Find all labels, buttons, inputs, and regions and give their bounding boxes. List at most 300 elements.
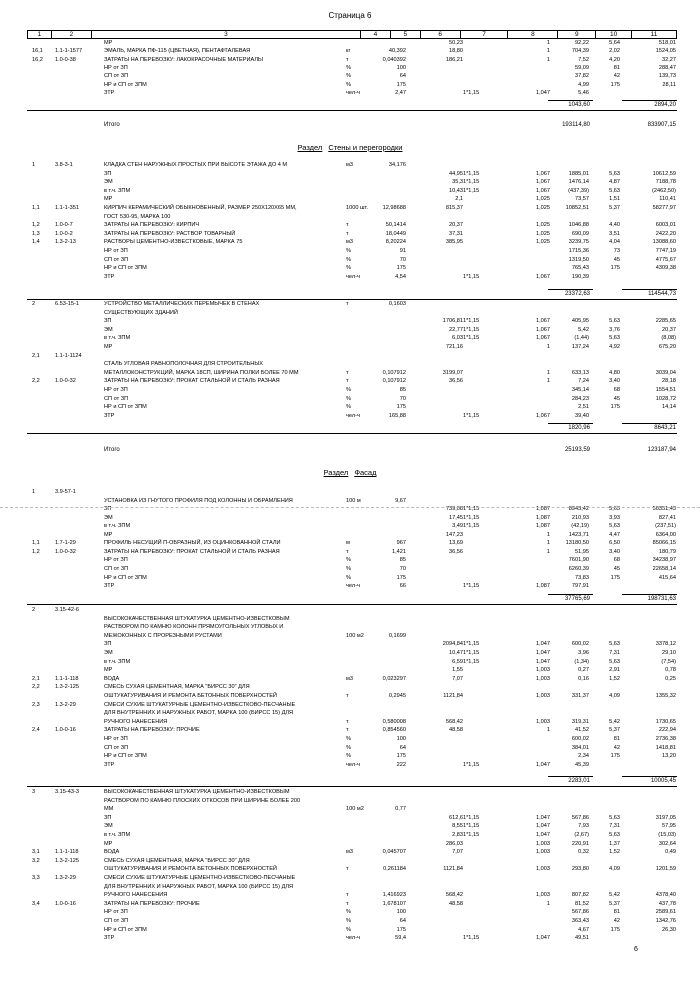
item-index: 3,51 [609,230,620,237]
item-quantity: 0,2945 [388,693,406,699]
item-unit: т [346,548,349,555]
item-total-current: 2285,65 [655,318,676,325]
item-name: МЕЖОКОННЫХ С ПРОРЕЗНЫМИ РУСТАМИ [104,632,222,639]
item-coefficient: 1*1,15 [463,823,480,830]
item-total-base: (42,19) [571,523,589,530]
item-quantity: 70 [399,395,406,402]
column-header-6: 6 [421,31,461,38]
item-index: 4,09 [609,866,620,873]
item-name: НР и СП от ЗПМ [104,265,147,272]
item-index: 42 [613,73,620,80]
item-index: 1,52 [609,849,620,856]
item-number: 1,2 [32,222,40,229]
item-name: СП от ЗП [104,918,129,924]
item-unit: м3 [346,162,353,168]
item-number: 2,2 [32,378,40,385]
item-total-current: 415,64 [658,574,676,581]
item-name: КИРПИЧ КЕРАМИЧЕСКИЙ ОБЫКНОВЕННЫЙ, РАЗМЕР 250Х120Х65 ММ, [104,205,297,211]
item-total-base: 45,39 [575,761,589,768]
section-name: Фасад [354,468,377,477]
item-total-base: 41,52 [575,727,589,734]
item-k-factor: 1,003 [536,675,550,682]
item-k-factor: 1,067 [536,326,550,333]
item-k-factor: 1 [546,48,550,55]
item-unit: м3 [346,849,353,856]
item-coefficient: 1*1,15 [463,318,480,325]
item-number: 3,3 [32,875,40,881]
item-code: 1.1-1-351 [55,205,79,211]
item-unit: 1000 шт. [346,205,368,211]
item-total-current: 29,10 [662,650,676,656]
item-quantity: 2,47 [395,89,406,96]
item-total-base: 0,16 [578,675,589,682]
item-quantity: 40,392 [388,48,406,55]
section-heading [0,143,700,152]
item-quantity: 1,421 [392,548,406,555]
item-unit-price: 10,43 [449,187,463,194]
item-total-current: 85066,15 [652,540,676,547]
item-total-current: 1201,59 [655,866,676,873]
item-name: ВЫСОКОКАЧЕСТВЕННАЯ ШТУКАТУРКА ЦЕМЕНТНО-ИЗВЕСТКОВЫМ [104,789,290,795]
item-index: 45 [613,395,620,402]
item-unit: м [346,540,350,547]
item-unit-price: 6,59 [452,658,463,665]
item-total-current: 1554,51 [655,387,676,393]
item-unit: % [346,574,351,581]
item-coefficient: 1*1,15 [463,273,480,280]
item-unit-price: 815,37 [445,205,463,211]
item-name: ЗАТРАТЫ НА ПЕРЕВОЗКУ: ПРОЧИЕ [104,727,200,734]
item-total-current: 13,20 [662,753,676,760]
item-index: 1,37 [609,840,620,847]
item-quantity: 0,261184 [383,866,406,873]
item-code: 3.15-43-3 [55,789,79,795]
item-number: 2,4 [32,727,40,734]
table-row [0,89,700,98]
item-total-base: 3,96 [578,650,589,656]
column-header-3: 3 [92,31,361,38]
item-k-factor: 1,003 [536,840,550,847]
item-quantity: 175 [396,81,406,88]
item-total-current: 4378,40 [655,892,676,899]
item-name: ЭМ [104,179,113,186]
item-unit: % [346,265,351,272]
item-total-base: 73,57 [575,196,589,203]
item-number: 1 [32,162,36,168]
item-total-current: 2589,61 [655,909,676,916]
table-row [0,934,700,943]
item-quantity: 64 [399,918,406,924]
item-name: СП от ЗП [104,744,129,751]
item-total-base: 10852,51 [565,205,589,211]
item-k-factor: 1 [546,900,550,907]
subtotal-current: 114544,73 [648,291,676,297]
item-name: СП от ЗП [104,395,129,402]
section-name: Стены и перегородки [328,143,403,152]
item-unit: % [346,909,351,916]
item-code: 1.3-2-29 [55,701,76,708]
item-unit: т [346,56,349,63]
item-coefficient: 1*1,15 [463,935,480,942]
item-number: 3,1 [32,849,40,856]
item-total-base: 2,51 [578,404,589,411]
item-unit-price: 48,58 [449,727,463,734]
item-quantity: 50,1414 [385,222,406,229]
item-unit-price: 18,80 [449,48,463,55]
item-total-current: 518,01 [658,40,676,46]
item-unit: % [346,81,351,88]
item-quantity: 12,98688 [382,205,406,211]
item-index: 81 [613,736,620,742]
item-name: ЭМ [104,650,113,656]
item-name: РАСТВОРОМ ПО КАМНЮ ПЛОСКИХ ОТКОСОВ ПРИ ШИРИНЕ БОЛЕЕ 200 [104,797,301,804]
item-quantity: 64 [399,73,406,80]
item-total-base: 600,02 [571,641,589,648]
item-index: 5,42 [609,892,620,899]
item-total-current: 437,78 [658,900,676,907]
item-k-factor: 1,067 [536,170,550,177]
item-index: 3,40 [609,548,620,555]
item-unit-price: 8,55 [452,823,463,830]
item-total-base: 1319,50 [568,256,589,263]
item-k-factor: 1,047 [536,814,550,821]
item-k-factor: 1,067 [536,179,550,186]
item-total-base: 405,95 [571,318,589,325]
item-unit-price: 48,58 [449,900,463,907]
item-index: 175 [610,926,620,933]
section-separator [27,604,677,605]
item-total-base: 363,43 [571,918,589,924]
item-number: 1,2 [32,548,40,555]
item-unit: м3 [346,675,353,682]
item-k-factor: 1,047 [536,832,550,838]
item-index: 2,91 [609,667,620,674]
item-number: 2,2 [32,684,40,691]
item-unit-price: 721,16 [445,344,463,350]
item-total-base: 8943,42 [568,506,589,513]
item-unit: % [346,918,351,924]
item-total-base: 7,93 [578,823,589,830]
item-unit-price: 385,95 [445,239,463,246]
item-total-base: 59,09 [575,64,589,71]
item-quantity: 18,0449 [385,230,406,237]
item-total-base: 797,91 [571,583,589,590]
item-name: НР и СП от ЗПМ [104,926,147,933]
item-name: НР от ЗП [104,909,128,916]
item-total-current: (15,03) [658,832,676,838]
item-index: 4,80 [609,369,620,376]
item-name: ЭМАЛЬ, МАРКА ПФ-115 (ЦВЕТНАЯ), ПЕНТАФТАЛЕВАЯ [104,48,251,55]
item-coefficient: 1*1,15 [463,179,480,186]
item-code: 3.15-42-6 [55,607,79,613]
item-unit-price: 1,55 [452,667,463,674]
column-header-row [27,30,677,39]
item-index: 175 [610,81,620,88]
item-total-base: 190,39 [571,273,589,280]
item-k-factor: 1,067 [536,187,550,194]
item-unit: чел-ч [346,412,360,419]
item-number: 1,1 [32,540,40,547]
item-k-factor: 1,047 [536,658,550,665]
item-unit: т [346,378,349,385]
item-total-base: 765,43 [571,265,589,272]
item-name: ЗАТРАТЫ НА ПЕРЕВОЗКУ: ПРОКАТ СТАЛЬНОЙ И СТАЛЬ РАЗНАЯ [104,548,280,555]
section-label: Раздел [323,468,349,477]
item-total-current: 20,37 [662,326,676,333]
item-unit: т [346,222,349,229]
item-unit-price: 2094,84 [442,641,463,648]
item-name: СМЕСЬ СУХАЯ ЦЕМЕНТНАЯ, МАРКА "БИРСС 30" ДЛЯ [104,684,250,691]
item-total-current: 827,41 [658,514,676,521]
item-quantity: 70 [399,565,406,572]
item-quantity: 0,107912 [382,369,406,376]
section-separator [27,786,677,787]
item-total-current: 110,41 [659,196,676,203]
item-index: 73 [613,248,620,254]
item-number: 3,4 [32,900,40,907]
item-quantity: 8,20224 [385,239,406,246]
grand-total-current: 123187,94 [647,447,676,453]
item-coefficient: 1*1,15 [463,650,480,656]
item-total-current: 675,20 [658,344,676,350]
item-code: 1.3-2-125 [55,684,79,691]
item-total-base: 3239,75 [568,239,589,246]
item-total-base: 5,42 [578,326,589,333]
item-quantity: 100 [396,736,406,742]
item-unit-price: 50,23 [449,40,463,46]
subtotal-current: 8643,21 [654,425,676,431]
item-total-base: 600,02 [571,736,589,742]
item-k-factor: 1 [546,548,550,555]
item-total-base: (2,67) [574,832,589,838]
item-coefficient: 1*1,15 [463,641,480,648]
subtotal-rule [548,289,593,290]
item-name: ЗТР [104,761,115,768]
item-unit: % [346,565,351,572]
item-index: 4,87 [609,179,620,186]
item-code: 1.0-0-2 [55,230,73,237]
item-total-base: 1715,36 [568,248,589,254]
item-name: ЗП [104,318,112,325]
item-k-factor: 1,025 [536,205,550,211]
item-unit-price: 3199,07 [442,369,463,376]
item-name: МР [104,667,113,674]
column-header-2: 2 [52,31,92,38]
subtotal-rule [548,594,593,595]
item-unit: т [346,369,349,376]
item-total-base: 7,24 [578,378,589,385]
item-index: 3,40 [609,378,620,385]
item-quantity: 0,040392 [382,56,406,63]
item-code: 1.0-0-16 [55,727,76,734]
item-name: НР от ЗП [104,387,128,393]
column-header-4: 4 [361,31,391,38]
item-unit-price: 35,3 [452,179,463,186]
item-index: 4,47 [609,531,620,538]
item-total-base: 284,23 [571,395,589,402]
item-total-base: 210,93 [571,514,589,521]
item-number: 3,2 [32,857,40,864]
item-name: НР и СП от ЗПМ [104,81,147,88]
item-name: в т.ч. ЗПМ [104,832,131,838]
item-name: ММ [104,806,114,813]
subtotal-rule [548,423,593,424]
item-total-base: 4,99 [578,81,589,88]
table-row [0,412,700,421]
item-k-factor: 1,087 [536,506,550,513]
item-coefficient: 1*1,15 [463,523,480,530]
item-total-current: 1028,72 [655,395,676,402]
item-code: 1.3-2-13 [55,239,76,246]
item-unit: т [346,900,349,907]
item-total-current: 6364,00 [655,531,676,538]
item-total-current: 7188,78 [655,179,676,186]
item-name: в т.ч. ЗПМ [104,187,131,194]
item-quantity: 100 [396,909,406,916]
item-total-base: 293,80 [571,866,589,873]
item-name: ОШТУКАТУРИВАНИЯ И РЕМОНТА БЕТОННЫХ ПОВЕРХНОСТЕЙ [104,693,277,699]
item-unit: % [346,736,351,742]
item-coefficient: 1*1,15 [463,583,480,590]
item-total-current: 0,25 [665,675,676,682]
item-k-factor: 1,087 [536,523,550,530]
item-coefficient: 1*1,15 [463,89,480,96]
item-index: 2,02 [609,48,620,55]
item-unit: % [346,926,351,933]
item-unit-price: 568,42 [445,718,463,725]
item-unit: т [346,718,349,725]
item-name: ГОСТ 530-95, МАРКА 100 [104,213,171,220]
subtotal-rule [622,594,677,595]
item-quantity: 66 [399,583,406,590]
item-total-current: 57,95 [662,823,676,830]
item-number: 2,3 [32,701,40,708]
item-code: 1.1-1-118 [55,675,79,682]
item-total-base: 6260,39 [568,565,589,572]
item-coefficient: 1*1,15 [463,506,480,513]
item-unit-price: 20,37 [449,222,463,229]
subtotal-rule [622,289,677,290]
item-unit: т [346,892,349,899]
item-k-factor: 1,047 [536,935,550,942]
item-coefficient: 1*1,15 [463,335,480,342]
item-total-current: 288,47 [658,64,676,71]
item-k-factor: 1,003 [536,693,550,699]
subtotal-current: 2894,20 [654,102,676,108]
section-separator [27,433,677,434]
item-number: 2,1 [32,675,40,682]
item-k-factor: 1,003 [536,667,550,674]
item-number: 1,1 [32,205,40,211]
item-number: 2 [32,607,36,613]
scan-artifact-line [0,507,700,508]
item-unit: 100 м2 [346,806,364,813]
item-index: 42 [613,744,620,751]
subtotal-rule [622,100,677,101]
item-unit: т [346,693,349,699]
item-number: 16,1 [32,48,43,55]
item-name: МЕТАЛЛОКОНСТРУКЦИЙ, МАРКА 18СП, ШИРИНА ПОЛКИ БОЛЕЕ 70 ММ [104,369,299,376]
item-total-base: 331,37 [571,693,589,699]
item-total-base: 73,83 [575,574,589,581]
item-name: НР и СП от ЗПМ [104,753,147,760]
item-name: ЭМ [104,514,113,521]
item-index: 6,50 [609,540,620,547]
item-unit-price: 37,31 [449,230,463,237]
item-coefficient: 1*1,15 [463,412,480,419]
item-total-base: 0,27 [578,667,589,674]
item-index: 5,63 [609,832,620,838]
item-quantity: 0,580008 [382,718,406,725]
item-coefficient: 1*1,15 [463,514,480,521]
item-coefficient: 1*1,15 [463,187,480,194]
item-total-base: 704,39 [571,48,589,55]
item-quantity: 1,416923 [382,892,406,899]
item-k-factor: 1,047 [536,89,550,96]
item-index: 1,52 [609,675,620,682]
item-name: ЭМ [104,823,113,830]
item-code: 3.8-3-1 [55,162,73,168]
item-total-base: 137,24 [571,344,589,350]
item-k-factor: 1,067 [536,412,550,419]
item-name: в т.ч. ЗПМ [104,523,131,530]
item-total-base: 319,31 [571,718,589,725]
item-code: 1.3-2-29 [55,875,76,881]
item-name: ДЛЯ ВНУТРЕННИХ И НАРУЖНЫХ РАБОТ, МАРКА 100 (БИРСС 15) ДЛЯ [104,883,294,890]
column-header-8: 8 [508,31,558,38]
item-total-current: 139,73 [658,73,676,80]
item-index: 5,63 [609,187,620,194]
item-total-current: 1342,76 [655,918,676,924]
grand-total-base: 25193,59 [564,447,590,453]
item-total-base: 51,95 [575,548,589,555]
item-index: 175 [610,753,620,760]
item-total-current: 58277,97 [652,205,676,211]
item-index: 68 [613,387,620,393]
item-total-current: 7747,19 [655,248,676,254]
item-index: 42 [613,918,620,924]
item-total-base: 1046,88 [568,222,589,229]
item-unit-price: 36,56 [449,548,463,555]
item-total-current: 32,27 [662,56,676,63]
item-total-base: 39,40 [575,412,589,419]
item-total-current: 2422,20 [655,230,676,237]
table-row [0,761,700,770]
item-index: 175 [610,404,620,411]
column-header-11: 11 [650,31,658,38]
item-total-current: 302,64 [658,840,676,847]
item-unit-price: 7,07 [452,849,463,856]
item-total-base: 567,86 [571,909,589,916]
item-number: 3 [32,789,36,795]
grand-total-label: Итого [104,447,120,453]
item-k-factor: 1 [546,531,550,538]
subtotal-row [0,424,700,433]
item-total-base: 37,82 [575,73,589,80]
item-total-current: 13088,60 [652,239,676,246]
item-name: ЗП [104,506,112,513]
item-unit-price: 286,03 [445,840,463,847]
item-total-current: 28,18 [662,378,676,385]
item-index: 7,31 [609,650,620,656]
item-k-factor: 1 [546,540,550,547]
item-k-factor: 1,047 [536,823,550,830]
subtotal-rule [548,776,593,777]
item-unit-price: 13,69 [449,540,463,547]
item-unit: чел-ч [346,89,360,96]
item-total-base: 92,22 [575,40,589,46]
grand-total-base: 193114,80 [562,122,590,128]
